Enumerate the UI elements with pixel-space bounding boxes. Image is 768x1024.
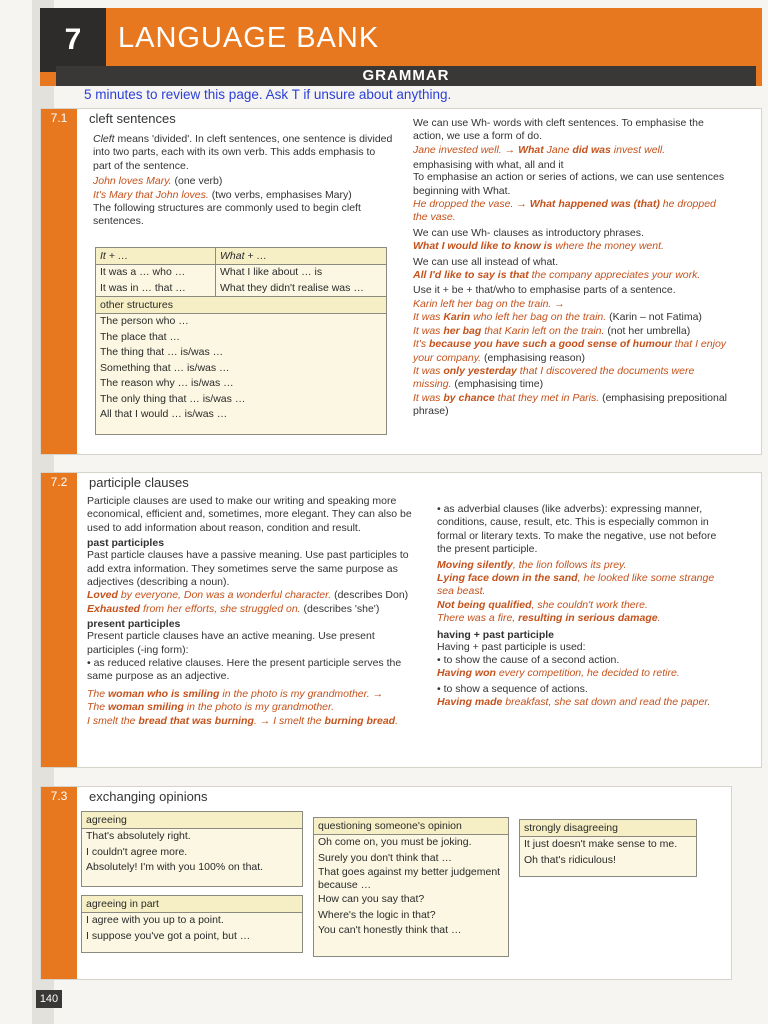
bullet-text: • to show the cause of a second action. xyxy=(437,654,620,667)
subheading: present participles xyxy=(87,618,181,631)
example-line: Lying face down in the sand, he looked like some strange sea beast. xyxy=(437,572,715,598)
section-tab-strip xyxy=(41,131,77,454)
phrase-box-agreeing xyxy=(81,811,303,887)
phrase: That's absolutely right. xyxy=(86,830,191,842)
rule-text: To emphasise an action or series of actions, we can use sentences beginning with What. xyxy=(413,171,725,197)
bullet-text: • as reduced relative clauses. Here the present participle serves the same purpose as an adjective. xyxy=(87,657,402,683)
rule-text: Past particle clauses have a passive meaning. Use past participles to add extra information. They sometimes serve the same purpose as adjectives (describing a noun). xyxy=(87,549,409,589)
example-line: John loves Mary. (one verb) xyxy=(93,175,223,188)
table-cell: The thing that … is/was … xyxy=(100,346,224,358)
example-line: Exhausted from her efforts, she struggled on. (describes 'she') xyxy=(87,602,380,615)
bullet-text: • to show a sequence of actions. xyxy=(437,682,588,695)
table-cell: It was in … that … xyxy=(100,281,186,294)
handwritten-note: 5 minutes to review this page. Ask T if unsure about anything. xyxy=(84,87,452,102)
table-head: other structures xyxy=(96,297,386,314)
example-line: He dropped the vase. → What happened was (that) he dropped the vase. xyxy=(413,198,716,224)
table-cell: All that I would … is/was … xyxy=(100,408,228,420)
phrase: I couldn't agree more. xyxy=(86,845,188,858)
subheading: past participles xyxy=(87,537,165,550)
table-cell: What they didn't realise was … xyxy=(220,281,364,294)
example-line: Having made breakfast, she sat down and read the paper. xyxy=(437,696,711,709)
table-head: What + … xyxy=(216,248,386,265)
section-title: participle clauses xyxy=(89,475,189,490)
phrase: Surely you don't think that … xyxy=(318,851,452,864)
example-line: Karin left her bag on the train. → xyxy=(413,297,565,310)
example-line: Jane invested well. → What Jane did was invest well. xyxy=(413,143,666,156)
phrase: That goes against my better judgement because … xyxy=(318,866,501,891)
subheading: having + past participle xyxy=(437,628,554,641)
rule-text: We can use all instead of what. xyxy=(413,255,559,268)
phrase: Oh that's ridiculous! xyxy=(524,853,616,866)
example-line: There was a fire, resulting in serious damage. xyxy=(437,612,661,625)
phrase: It just doesn't make sense to me. xyxy=(524,838,678,850)
section-number: 7.2 xyxy=(41,473,77,495)
example-line: All I'd like to say is that the company appreciates your work. xyxy=(413,269,701,282)
example-line: Moving silently, the lion follows its prey. xyxy=(437,558,627,571)
phrase: I suppose you've got a point, but … xyxy=(86,929,251,942)
phrase: Absolutely! I'm with you 100% on that. xyxy=(86,861,264,873)
bullet-text: • as adverbial clauses (like adverbs): expressing manner, conditions, cause, result, etc. This is especially common in formal or literary texts. To make the negative, use not before the present participle. xyxy=(437,503,717,556)
section-title: exchanging opinions xyxy=(89,789,208,804)
intro-text: Participle clauses are used to make our writing and speaking more economical, efficient and, sometimes, more elegant. They can also be used to add information about reason, condition and result. xyxy=(87,495,412,534)
table-cell: The only thing that … is/was … xyxy=(100,392,246,405)
example-line: The woman who is smiling in the photo is my grandmother. → xyxy=(87,687,384,700)
phrase: I agree with you up to a point. xyxy=(86,914,224,926)
chapter-number: 7 xyxy=(40,8,106,72)
example-line: It's because you have such a good sense of humour that I enjoy your company. (emphasising reason) xyxy=(413,338,727,364)
box-head: strongly disagreeing xyxy=(520,820,696,837)
example-line: Having won every competition, he decided to retire. xyxy=(437,667,680,680)
example-line: It was by chance that they met in Paris. (emphasising prepositional phrase) xyxy=(413,391,727,418)
phrase-box-agreeing-in-part xyxy=(81,895,303,953)
phrase-box-questioning xyxy=(313,817,509,957)
phrase: Where's the logic in that? xyxy=(318,908,436,921)
left-column xyxy=(87,495,423,728)
table-cell: The person who … xyxy=(100,315,189,327)
section-number: 7.1 xyxy=(41,109,77,131)
table-cell: It was a … who … xyxy=(100,266,186,278)
page-title: LANGUAGE BANK xyxy=(118,22,380,54)
rule-text: We can use Wh- words with cleft sentences. To emphasise the action, we use a form of do. xyxy=(413,117,704,143)
rule-text: Use it + be + that/who to emphasise parts of a sentence. xyxy=(413,284,676,297)
example-line: The woman smiling in the photo is my grandmother. xyxy=(87,701,335,714)
rule-text: Having + past participle is used: xyxy=(437,640,586,653)
example-line: It was only yesterday that I discovered the documents were missing. (emphasising time) xyxy=(413,364,695,391)
box-head: questioning someone's opinion xyxy=(314,818,508,835)
intro-text: Cleft means 'divided'. In cleft sentences, one sentence is divided into two parts, each with its own verb. This adds emphasis to part of the sentence. xyxy=(93,133,393,172)
section-title: cleft sentences xyxy=(89,111,176,126)
section-tab-strip xyxy=(41,809,77,979)
box-head: agreeing xyxy=(82,812,302,829)
example-line: It's Mary that John loves. (two verbs, emphasises Mary) xyxy=(93,188,352,201)
table-cell: The reason why … is/was … xyxy=(100,377,234,389)
section-exchanging-opinions xyxy=(40,786,732,980)
example-line: I smelt the bread that was burning. → I smelt the burning bread. xyxy=(87,714,399,727)
table-cell: Something that … is/was … xyxy=(100,361,230,374)
section-tab-strip xyxy=(41,495,77,767)
rule-text: We can use Wh- clauses as introductory phrases. xyxy=(413,226,644,239)
grammar-bar: GRAMMAR xyxy=(56,66,756,86)
box-head: agreeing in part xyxy=(82,896,302,913)
section-cleft-sentences xyxy=(40,108,762,455)
table-cell: What I like about … is xyxy=(220,266,323,278)
section-number: 7.3 xyxy=(41,787,77,809)
phrase: How can you say that? xyxy=(318,893,425,905)
example-line: It was Karin who left her bag on the train. (Karin – not Fatima) xyxy=(413,311,702,324)
structures-intro: The following structures are commonly used to begin cleft sentences. xyxy=(93,202,361,228)
structures-table xyxy=(95,247,387,435)
left-column xyxy=(93,133,393,229)
table-cell: The place that … xyxy=(100,330,180,343)
section-participle-clauses xyxy=(40,472,762,768)
right-column xyxy=(437,503,727,710)
phrase-box-strongly-disagreeing xyxy=(519,819,697,877)
example-line: It was her bag that Karin left on the train. (not her umbrella) xyxy=(413,324,691,337)
example-line: What I would like to know is where the money went. xyxy=(413,240,664,253)
rule-text: Present particle clauses have an active meaning. Use present participles (-ing form): xyxy=(87,630,375,656)
right-column xyxy=(413,117,733,419)
subheading: emphasising with what, all and it xyxy=(413,159,564,172)
phrase: You can't honestly think that … xyxy=(318,924,462,936)
table-head: It + … xyxy=(96,248,215,265)
phrase: Oh come on, you must be joking. xyxy=(318,836,472,848)
example-line: Not being qualified, she couldn't work there. xyxy=(437,598,648,611)
example-line: Loved by everyone, Don was a wonderful character. (describes Don) xyxy=(87,589,409,602)
page-number: 140 xyxy=(36,990,62,1008)
